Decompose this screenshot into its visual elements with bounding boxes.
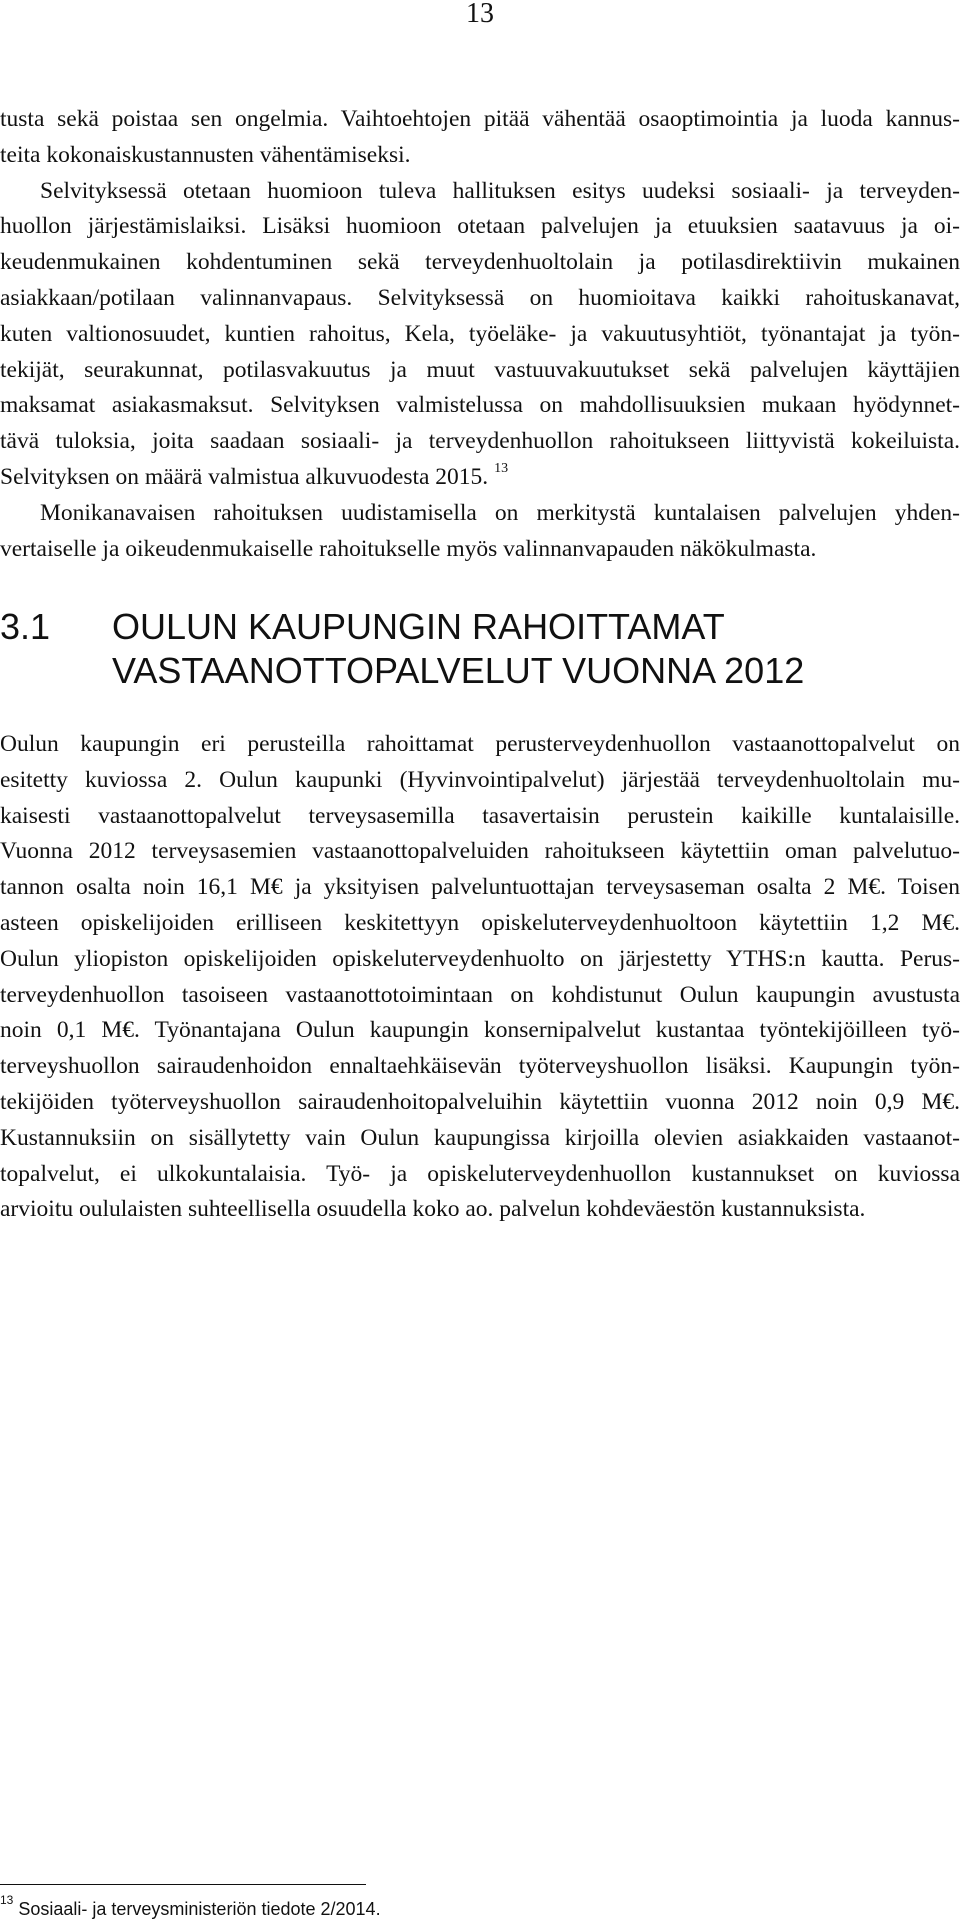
intro-paragraphs [0, 102, 960, 567]
text-line: arvioitu oululaisten suhteellisella osuudella koko ao. palvelun kohdeväestön kustannuksista. [0, 1196, 866, 1223]
section-heading [0, 605, 960, 693]
text-line: Kustannuksiin on sisällytetty vain Oulun kaupungissa kirjoilla olevien asiakkaiden vastaanot- [0, 1124, 960, 1151]
text-line: Oulun kaupungin eri perusteilla rahoittamat perusterveydenhuollon vastaanottopalvelut on [0, 731, 960, 757]
text-line: tekijöiden työterveyshuollon sairaudenhoitopalveluihin käytettiin vuonna 2012 noin 0,9 M€. [0, 1088, 960, 1115]
text-line: tannon osalta noin 16,1 M€ ja yksityisen palveluntuottajan terveysaseman osalta 2 M€. Toisen [0, 874, 960, 901]
text-line: asteen opiskelijoiden erilliseen keskitettyyn opiskeluterveydenhuoltoon käytettiin 1,2 M€. [0, 909, 960, 936]
text-line: terveydenhuollon tasoiseen vastaanottotoimintaan on kohdistunut Oulun kaupungin avustusta [0, 981, 960, 1008]
page-number: 13 [466, 0, 494, 29]
text-line: maksamat asiakasmaksut. Selvityksen valmistelussa on mahdollisuuksien mukaan hyödynnet- [0, 392, 960, 419]
text-line: tekijät, seurakunnat, potilasvakuutus ja muut vastuuvakuutukset sekä palvelujen käyttäjien [0, 356, 960, 383]
text-line: tusta sekä poistaa sen ongelmia. Vaihtoehtojen pitää vähentää osaoptimointia ja luoda kannus- [0, 106, 960, 132]
text-line: keudenmukainen kohdentuminen sekä terveydenhuoltolain ja potilasdirektiivin mukainen [0, 249, 960, 276]
footnote [0, 1893, 960, 1920]
text-line: esitetty kuviossa 2. Oulun kaupunki (Hyvinvointipalvelut) järjestää terveydenhuoltolain mu- [0, 766, 960, 793]
section-number: 3.1 [0, 606, 51, 647]
text-line: topalvelut, ei ulkokuntalaisia. Työ- ja opiskeluterveydenhuollon kustannukset on kuviossa [0, 1160, 960, 1187]
text-line: noin 0,1 M€. Työnantajana Oulun kaupungin konsernipalvelut kustantaa työntekijöilleen työ- [0, 1017, 960, 1044]
text-line-content: Selvityksen on määrä valmistua alkuvuodesta 2015. [0, 463, 489, 490]
text-line: Oulun yliopiston opiskelijoiden opiskeluterveydenhuolto on järjestetty YTHS:n kautta. Perus- [0, 945, 960, 972]
text-line: Monikanavaisen rahoituksen uudistamisella on merkitystä kuntalaisen palvelujen yhden- [40, 499, 960, 526]
footnote-number: 13 [0, 1893, 14, 1907]
text-line: huollon järjestämislaiksi. Lisäksi huomioon otetaan palvelujen ja etuuksien saatavuus ja oi- [0, 213, 960, 240]
section-title-line-1: OULUN KAUPUNGIN RAHOITTAMAT [112, 606, 725, 647]
footnote-reference[interactable]: 13 [494, 461, 509, 477]
footnote-text: Sosiaali- ja terveysministeriön tiedote 2/2014. [18, 1899, 381, 1919]
footnote-divider [0, 1884, 366, 1885]
section-heading-row [0, 605, 960, 649]
section-title-line-2: VASTAANOTTOPALVELUT VUONNA 2012 [112, 650, 805, 691]
text-line: Selvityksessä otetaan huomioon tuleva hallituksen esitys uudeksi sosiaali- ja terveyden- [40, 177, 960, 204]
text-line: terveyshuollon sairaudenhoidon ennaltaehkäisevän työterveyshuollon lisäksi. Kaupungin työn- [0, 1053, 960, 1080]
section-paragraph [0, 727, 960, 1228]
text-line: tävä tuloksia, joita saadaan sosiaali- ja terveydenhuollon rahoitukseen liittyvistä kokeiluista. [0, 428, 960, 455]
text-line [0, 460, 960, 496]
text-line: kuten valtionosuudet, kuntien rahoitus, Kela, työeläke- ja vakuutusyhtiöt, työnantajat ja työn- [0, 320, 960, 347]
text-line: teita kokonaiskustannusten vähentämiseksi. [0, 141, 411, 168]
text-line: vertaiselle ja oikeudenmukaiselle rahoitukselle myös valinnanvapauden näkökulmasta. [0, 535, 817, 562]
text-line: asiakkaan/potilaan valinnanvapaus. Selvityksessä on huomioitava kaikki rahoituskanavat, [0, 284, 960, 311]
text-line: kaisesti vastaanottopalvelut terveysasemilla tasavertaisin perustein kaikille kuntalaisille. [0, 802, 960, 829]
text-line: Vuonna 2012 terveysasemien vastaanottopalveluiden rahoitukseen käytettiin oman palvelutuo- [0, 838, 960, 865]
